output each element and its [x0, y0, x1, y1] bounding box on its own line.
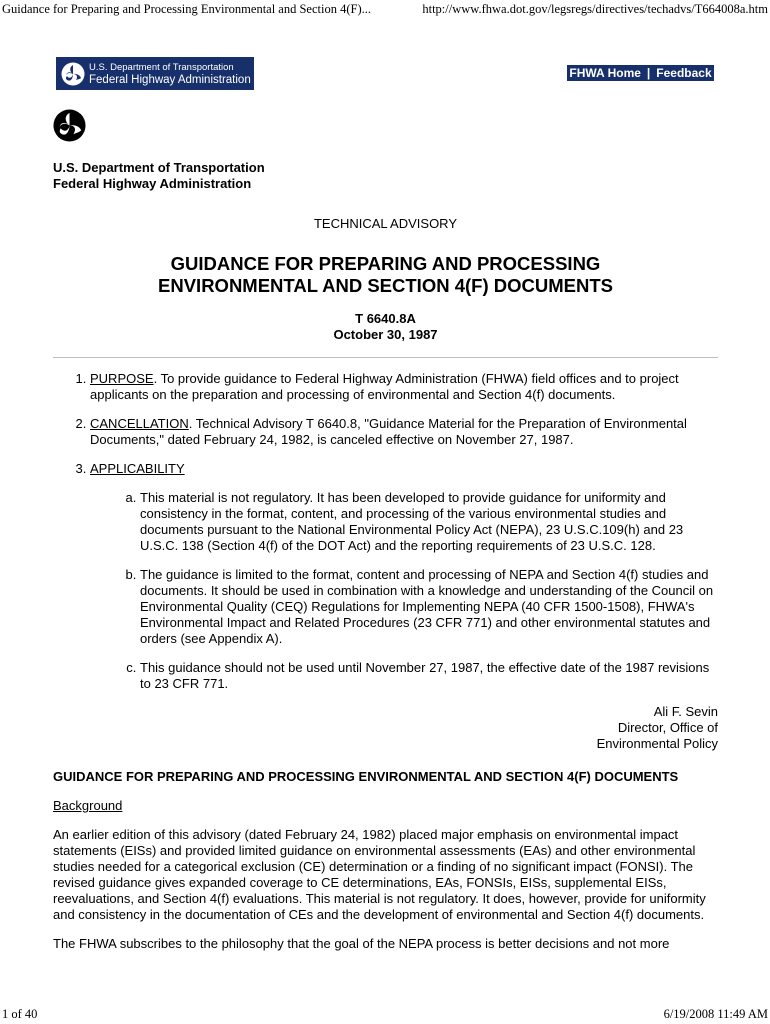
purpose-text: . To provide guidance to Federal Highway Administration (FHWA) field offices and to project applicants on the preparation and processing of environmental and Section 4(f) documents.	[90, 371, 679, 402]
cancellation-label: CANCELLATION	[90, 416, 189, 431]
signature-block	[53, 704, 718, 752]
section-heading: GUIDANCE FOR PREPARING AND PROCESSING ENVIRONMENTAL AND SECTION 4(F) DOCUMENTS	[53, 769, 679, 784]
banner-line1: U.S. Department of Transportation	[89, 61, 234, 73]
dot-logo-icon	[53, 109, 86, 142]
print-header	[2, 2, 768, 18]
document-id	[53, 311, 718, 343]
background-paragraph-2: The FHWA subscribes to the philosophy that the goal of the NEPA process is better decisions and not more	[53, 936, 670, 951]
agency-block	[53, 160, 718, 192]
document-body	[53, 160, 718, 952]
signer-name: Ali F. Sevin	[653, 704, 718, 719]
signer-title1: Director, Office of	[617, 720, 718, 735]
banner-line2: Federal Highway Administration	[89, 73, 251, 86]
print-header-url: http://www.fhwa.dot.gov/legsregs/directives/techadvs/T664008a.htm	[422, 2, 768, 16]
print-timestamp: 6/19/2008 11:49 AM	[663, 1007, 768, 1021]
agency-line2: Federal Highway Administration	[53, 176, 252, 191]
advisory-items	[53, 371, 718, 692]
applicability-subitems	[90, 490, 718, 692]
subitem-b: b. The guidance is limited to the format, content and processing of NEPA and Section 4(f) studies and documents. It should be used in combination with a knowledge and understanding of the Council on Environmental Quality (CEQ) Regulations for Implementing NEPA (40 CFR 1500-1508), FHWA's Environmental Impact and Related Procedures (23 CFR 771) and other environmental statutes and orders (see Appendix A).	[140, 567, 718, 647]
subitem-c: c. This guidance should not be used until November 27, 1987, the effective date of the 1987 revisions to 23 CFR 771.	[140, 660, 718, 692]
dot-triskelion-icon	[61, 62, 85, 86]
top-nav	[567, 65, 714, 81]
list-item-applicability	[90, 461, 718, 692]
purpose-label: PURPOSE	[90, 371, 154, 386]
agency-line1: U.S. Department of Transportation	[53, 160, 265, 175]
advisory-label: TECHNICAL ADVISORY	[313, 216, 458, 231]
subitem-a: a. This material is not regulatory. It has been developed to provide guidance for uniformity and consistency in the format, content, and processing of the various environmental studies and documents pursuant to the National Environmental Policy Act (NEPA), 23 U.S.C.109(h) and 23 U.S.C. 138 (Section 4(f) of the DOT Act) and the reporting requirements of 23 U.S.C. 128.	[140, 490, 718, 554]
applicability-label: APPLICABILITY	[90, 461, 185, 476]
signer-title2: Environmental Policy	[596, 736, 718, 751]
page-number: 1 of 40	[2, 1007, 38, 1021]
print-header-title: Guidance for Preparing and Processing Environmental and Section 4(F)...	[2, 2, 372, 16]
title-line1: GUIDANCE FOR PREPARING AND PROCESSING	[170, 253, 601, 274]
divider	[53, 357, 718, 358]
print-footer	[2, 1006, 768, 1022]
fhwa-banner-logo[interactable]	[56, 57, 254, 90]
list-item-cancellation	[90, 416, 718, 448]
nav-separator: |	[646, 66, 651, 80]
list-item-purpose	[90, 371, 718, 403]
background-heading: Background	[53, 798, 123, 813]
cancellation-text: . Technical Advisory T 6640.8, "Guidance Material for the Preparation of Environmental Documents," dated February 24, 1982, is canceled effective on November 27, 1987.	[90, 416, 687, 447]
fhwa-home-link[interactable]: FHWA Home	[569, 66, 641, 80]
feedback-link[interactable]: Feedback	[656, 66, 712, 80]
title-line2: ENVIRONMENTAL AND SECTION 4(F) DOCUMENTS	[158, 275, 613, 296]
document-title	[53, 253, 718, 297]
background-paragraph-1: An earlier edition of this advisory (dated February 24, 1982) placed major emphasis on environmental impact statements (EISs) and provided limited guidance on environmental assessments (EAs) and other environmental studies needed for a categorical exclusion (CE) determination or a finding of no significant impact (FONSI). The revised guidance gives expanded coverage to CE determinations, EAs, FONSIs, EISs, supplemental EISs, reevaluations, and Section 4(f) evaluations. This material is not regulatory. It does, however, provide for uniformity and consistency in the documentation of CEs and the development of environmental and Section 4(f) documents.	[53, 827, 706, 922]
document-number: T 6640.8A	[355, 311, 416, 326]
document-date: October 30, 1987	[333, 327, 438, 342]
